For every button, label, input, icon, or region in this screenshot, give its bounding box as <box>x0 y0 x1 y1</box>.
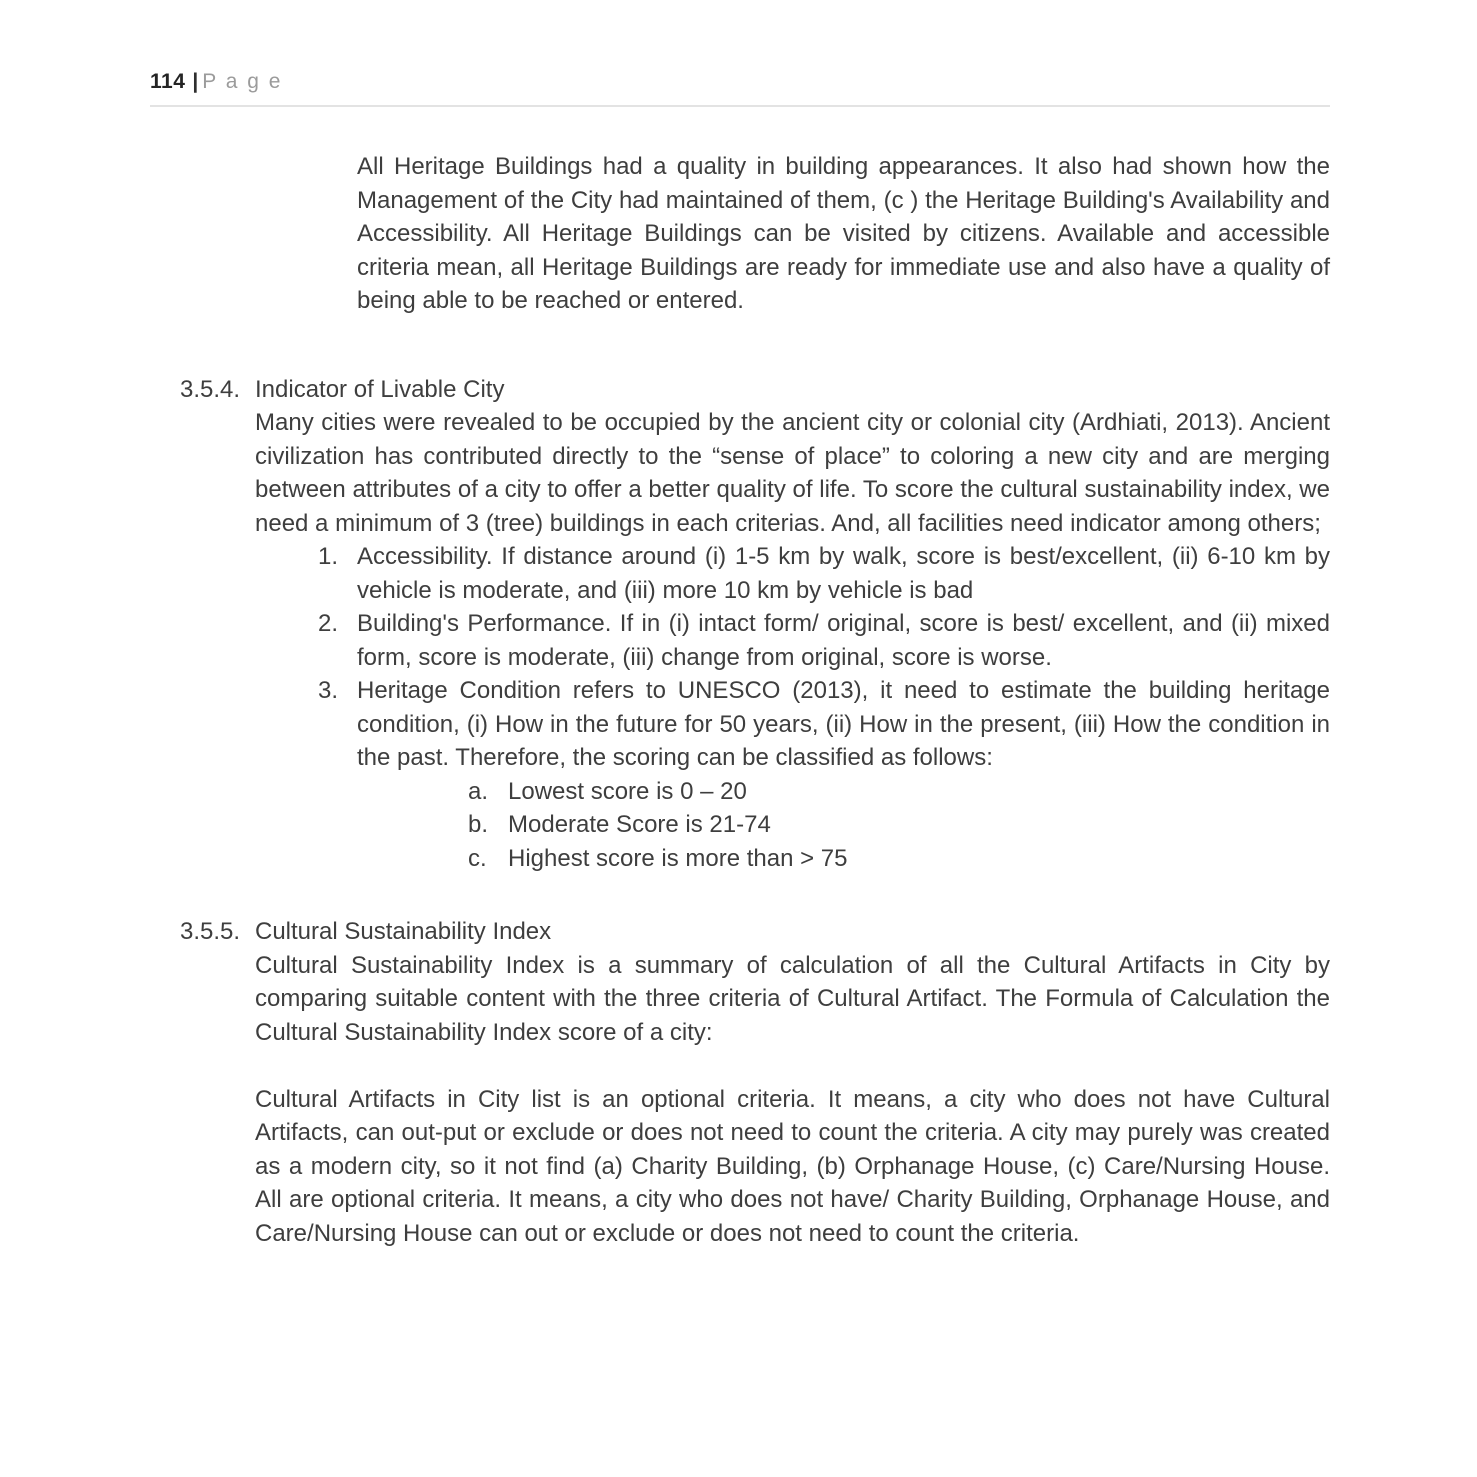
list-item <box>318 607 1330 674</box>
section-body-2: Cultural Artifacts in City list is an optional criteria. It means, a city who does not have Cultural Artifacts, can out-put or exclude or does not need to count the criteria. A city may purely was created as a modern city, so it not find (a) Charity Building, (b) Orphanage House, (c) Care/Nursing House. All are optional criteria. It means, a city who does not have/ Charity Building, Orphanage House, and Care/Nursing House can out or exclude or does not need to count the criteria. <box>255 1085 1330 1247</box>
list-marker: 3. <box>318 677 339 705</box>
sublist-marker: a. <box>468 777 489 805</box>
section-number: 3.5.5. <box>180 918 241 946</box>
section-title: Cultural Sustainability Index <box>255 918 552 946</box>
list-marker: 2. <box>318 610 339 638</box>
indicator-list <box>255 540 1330 775</box>
sublist-marker: b. <box>468 811 489 839</box>
sublist-item <box>468 808 1330 842</box>
sublist-item-text: Highest score is more than > 75 <box>508 844 848 872</box>
sublist-item-text: Lowest score is 0 – 20 <box>508 777 747 805</box>
list-item <box>318 674 1330 775</box>
page-label: P a g e <box>202 70 283 93</box>
sublist-item <box>468 842 1330 876</box>
page-header <box>150 70 1330 107</box>
section-3-5-5 <box>150 915 1330 1250</box>
header-separator: | <box>192 70 199 93</box>
section-body-1: Cultural Sustainability Index is a summary of calculation of all the Cultural Artifacts in City by comparing suitable content with the three criteria of Cultural Artifact. The Formula of Calculation the Cultural Sustainability Index score of a city: <box>255 951 1330 1046</box>
section-title: Indicator of Livable City <box>255 375 505 403</box>
score-sublist <box>255 775 1330 876</box>
page-number: 114 <box>150 70 186 93</box>
list-item <box>318 540 1330 607</box>
list-item-text: Accessibility. If distance around (i) 1-5 km by walk, score is best/excellent, (ii) 6-10 km by vehicle is moderate, and (iii) more 10 km by vehicle is bad <box>357 543 1330 604</box>
section-3-5-4 <box>150 373 1330 876</box>
sublist-marker: c. <box>468 844 487 872</box>
list-item-text: Heritage Condition refers to UNESCO (2013), it need to estimate the building heritage condition, (i) How in the future for 50 years, (ii) How in the present, (iii) How the condition in the past. Therefore, the scoring can be classified as follows: <box>357 677 1330 772</box>
list-marker: 1. <box>318 543 339 571</box>
section-body: Many cities were revealed to be occupied by the ancient city or colonial city (Ardhiati, 2013). Ancient civilization has contributed directly to the “sense of place” to coloring a new city and are merging between attributes of a city to offer a better quality of life. To score the cultural sustainability index, we need a minimum of 3 (tree) buildings in each criterias. And, all facilities need indicator among others; <box>255 409 1330 537</box>
sublist-item-text: Moderate Score is 21-74 <box>508 811 771 839</box>
section-number: 3.5.4. <box>180 375 241 403</box>
intro-paragraph: All Heritage Buildings had a quality in building appearances. It also had shown how the Management of the City had maintained of them, (c ) the Heritage Building's Availability and Accessibility. All Heritage Buildings can be visited by citizens. Available and accessible criteria mean, all Heritage Buildings are ready for immediate use and also have a quality of being able to be reached or entered. <box>357 153 1330 315</box>
list-item-text: Building's Performance. If in (i) intact form/ original, score is best/ excellent, and (ii) mixed form, score is moderate, (iii) change from original, score is worse. <box>357 610 1330 671</box>
sublist-item <box>468 775 1330 809</box>
